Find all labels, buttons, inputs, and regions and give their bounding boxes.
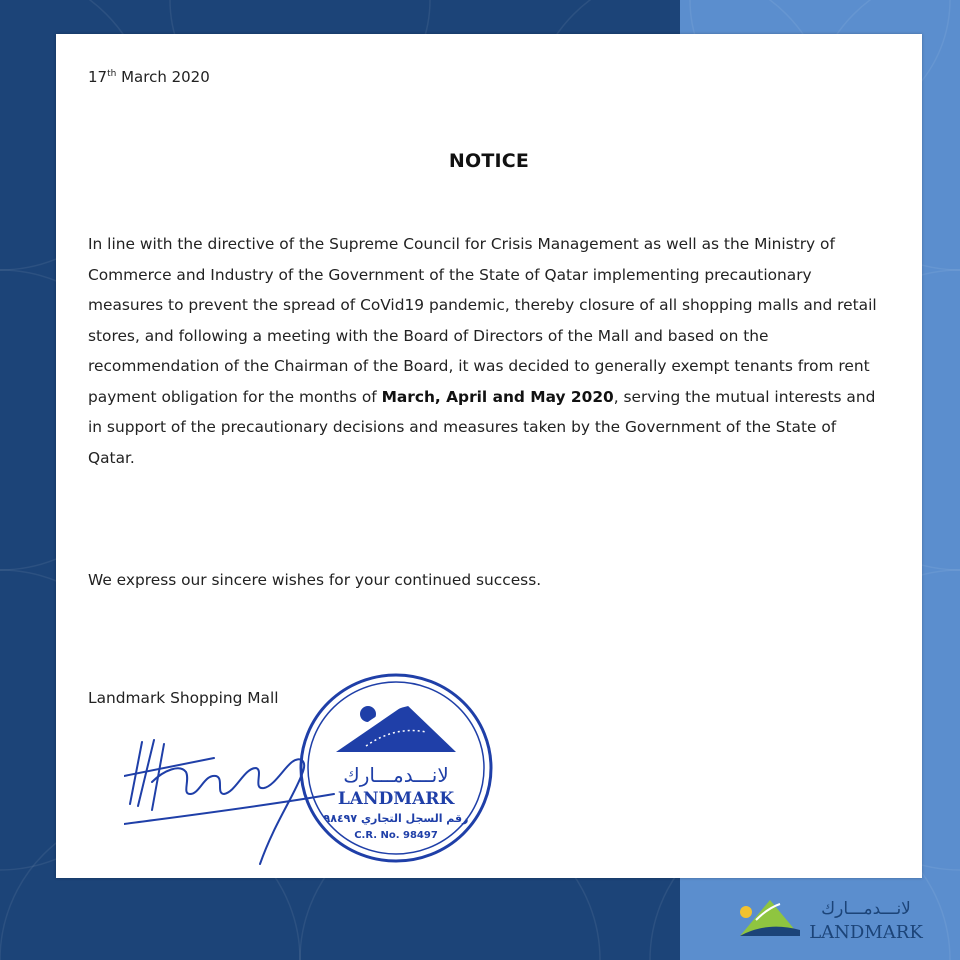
landmark-brand-logo bbox=[734, 890, 934, 950]
paragraph-text-end: , serving the mutual interests and in support of the precautionary decisions and measures taken by the Government of the State of Qatar. bbox=[88, 387, 876, 467]
notice-paragraph bbox=[88, 229, 878, 473]
stamp-arabic-name: لانـــدمـــارك bbox=[343, 763, 449, 787]
logo-english-name: LANDMARK bbox=[809, 922, 923, 943]
notice-title: NOTICE bbox=[448, 150, 530, 172]
paragraph-text-start: In line with the directive of the Supreme Council for Crisis Management as well as the Ministry of Commerce and Industry of the Government of the State of Qatar implementing precautionary measures to prevent the spread of CoVid19 pandemic, thereby closure of all shopping malls and retail stores, and following a meeting with the Board of Directors of the Mall and based on the recommendation of the Chairman of the Board, it was decided to generally exempt tenants from rent payment obligation for the months of bbox=[88, 235, 877, 406]
notice-date bbox=[88, 68, 210, 86]
logo-sun-icon bbox=[740, 906, 752, 918]
paragraph-bold-months: March, April and May 2020 bbox=[381, 387, 614, 406]
closing-line: We express our sincere wishes for your continued success. bbox=[88, 571, 542, 589]
signatory-name: Landmark Shopping Mall bbox=[88, 689, 279, 707]
notice-document bbox=[56, 34, 922, 878]
logo-arabic-name: لانـــدمـــارك bbox=[821, 899, 911, 919]
stamp-arabic-cr: رقم السجل التجاري ٩٨٤٩٧ bbox=[323, 812, 469, 825]
company-stamp bbox=[296, 670, 496, 866]
date-day: 17 bbox=[88, 68, 108, 86]
stamp-cr-number: C.R. No. 98497 bbox=[354, 830, 438, 841]
stamp-english-name: LANDMARK bbox=[337, 789, 455, 809]
date-suffix: th bbox=[107, 69, 117, 79]
date-month-year: March 2020 bbox=[116, 68, 210, 86]
